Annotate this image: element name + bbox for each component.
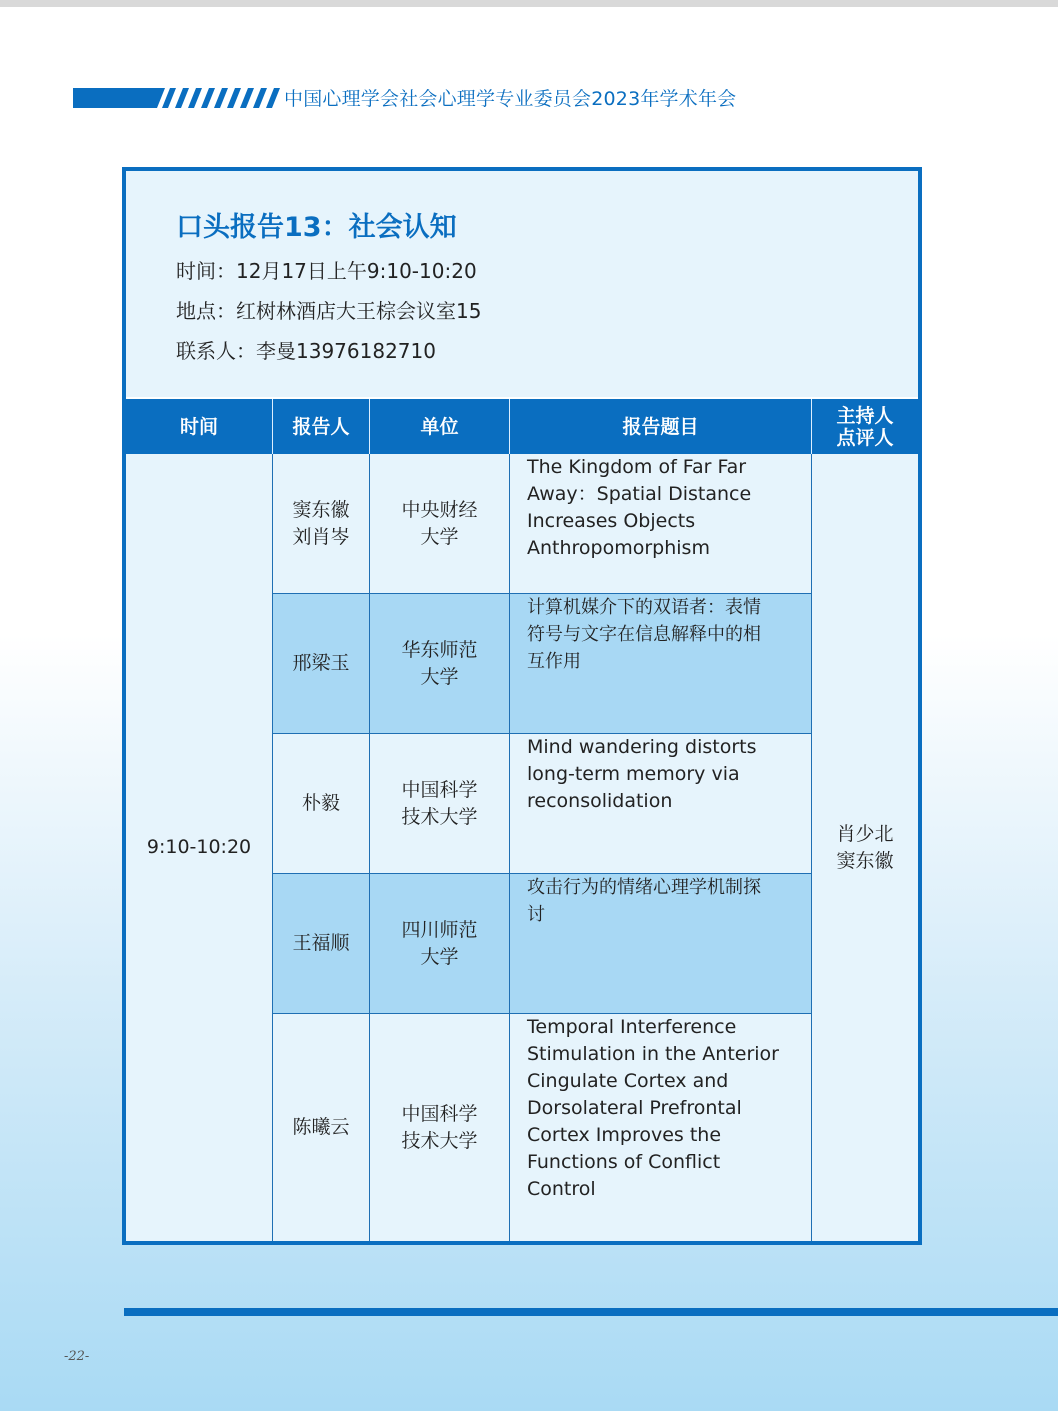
- topic-line: Control: [527, 1178, 596, 1200]
- topic-cell: [510, 454, 812, 594]
- topic-line: Functions of Conflict: [527, 1151, 721, 1173]
- unit-line: 大学: [420, 945, 459, 968]
- speaker-name: 王福顺: [292, 932, 350, 954]
- schedule-table: [126, 397, 918, 1241]
- session-title: 口头报告13：社会认知: [176, 212, 457, 243]
- header-host-line1: 主持人: [836, 404, 894, 427]
- header-time: 时间: [126, 399, 273, 454]
- topic-line: 讨: [527, 904, 545, 925]
- time-cell: [126, 454, 273, 1241]
- topic-line: Mind wandering distorts: [527, 736, 757, 758]
- topic-line: reconsolidation: [527, 790, 673, 812]
- topic-line: Cortex Improves the: [527, 1124, 722, 1146]
- topic-cell: [510, 1014, 812, 1241]
- speaker-cell: [273, 874, 370, 1014]
- topic-line: Temporal Interference: [527, 1016, 737, 1038]
- header-topic: 报告题目: [510, 399, 812, 454]
- topic-line: Stimulation in the Anterior: [527, 1043, 779, 1065]
- host-cell: [812, 454, 918, 1241]
- conference-title: 中国心理学会社会心理学专业委员会2023年学术年会: [284, 88, 737, 110]
- topic-line: 计算机媒介下的双语者：表情: [527, 597, 761, 618]
- unit-line: 大学: [420, 525, 459, 548]
- speaker-cell: [273, 594, 370, 734]
- bottom-divider: [124, 1308, 1058, 1316]
- time-value: 9:10-10:20: [146, 836, 252, 858]
- topic-line: 符号与文字在信息解释中的相: [527, 624, 761, 645]
- unit-line: 中国科学: [401, 1102, 478, 1125]
- topic-cell: [510, 874, 812, 1014]
- session-info: [126, 171, 918, 397]
- page-number: -22-: [64, 1349, 90, 1364]
- session-panel: [122, 167, 922, 1245]
- topic-line: The Kingdom of Far Far: [527, 456, 747, 478]
- unit-cell: [370, 874, 510, 1014]
- unit-line: 中国科学: [401, 778, 478, 801]
- session-location: 地点：红树林酒店大王棕会议室15: [176, 299, 482, 323]
- unit-line: 四川师范: [401, 918, 478, 941]
- unit-cell: [370, 734, 510, 874]
- speaker-cell: [273, 454, 370, 594]
- topic-cell: [510, 594, 812, 734]
- speaker-cell: [273, 1014, 370, 1241]
- unit-line: 技术大学: [401, 805, 478, 828]
- reviewer-name: 窦东徽: [836, 849, 894, 872]
- topic-line: Anthropomorphism: [527, 537, 710, 559]
- unit-cell: [370, 1014, 510, 1241]
- speaker-name: 刘肖岑: [292, 525, 350, 548]
- speaker-name: 窦东徽: [292, 498, 350, 521]
- unit-line: 中央财经: [401, 498, 478, 521]
- topic-cell: [510, 734, 812, 874]
- topic-line: 攻击行为的情绪心理学机制探: [527, 877, 761, 898]
- header-unit: 单位: [370, 399, 510, 454]
- unit-cell: [370, 594, 510, 734]
- topic-line: Dorsolateral Prefrontal: [527, 1097, 742, 1119]
- speaker-cell: [273, 734, 370, 874]
- host-name: 肖少北: [836, 822, 894, 845]
- speaker-name: 邢梁玉: [292, 652, 350, 674]
- unit-line: 技术大学: [401, 1129, 478, 1152]
- topic-line: Cingulate Cortex and: [527, 1070, 729, 1092]
- topic-line: 互作用: [527, 651, 581, 672]
- header-host-line2: 点评人: [836, 426, 894, 449]
- header-host: [812, 399, 918, 454]
- table-header: [126, 397, 918, 454]
- speaker-name: 朴毅: [301, 792, 340, 814]
- header-stripe-decoration: [73, 88, 283, 108]
- session-contact: 联系人：李曼13976182710: [176, 339, 436, 363]
- unit-cell: [370, 454, 510, 594]
- topic-line: long-term memory via: [527, 763, 740, 785]
- top-divider: [0, 0, 1058, 7]
- speaker-name: 陈曦云: [292, 1116, 350, 1138]
- unit-line: 大学: [420, 665, 459, 688]
- header-speaker: 报告人: [273, 399, 370, 454]
- unit-line: 华东师范: [401, 638, 478, 661]
- topic-line: Increases Objects: [527, 510, 696, 532]
- topic-line: Away：Spatial Distance: [527, 483, 752, 505]
- session-time: 时间：12月17日上午9:10-10:20: [176, 259, 477, 283]
